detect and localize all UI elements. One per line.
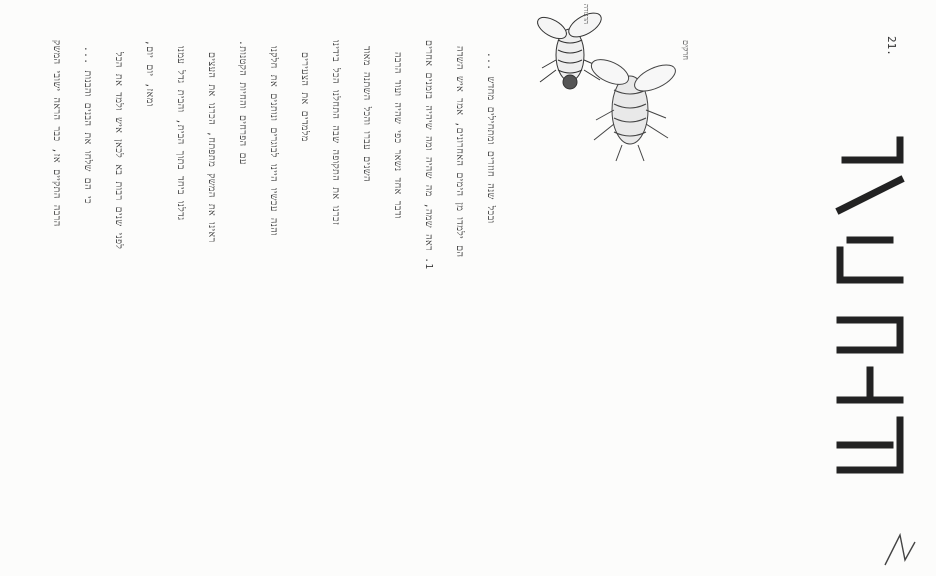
text-line: והנה עכשיו היינו לבוגרים ונותנים את חלקנו [268, 46, 279, 236]
text-line: מלמדים את הצעירים [299, 52, 310, 142]
title-block [820, 120, 920, 500]
text-line: הם ילמדו מן הימים האחרונים, אמר איש השדה [454, 46, 465, 258]
text-line: זכרנו את התקופה שבה התחלנו הכל בידינו [330, 40, 341, 226]
bee-note: חרקים [681, 40, 690, 61]
text-line: הרבה התקיים אז, כבר הראה ישובי המשק [51, 40, 62, 227]
text-line: כי הם שלחו את הבנים והבנות ... [82, 46, 93, 205]
text-line: ודבר אחד נשאר כפי שהיה ועוד הרבה [392, 52, 403, 219]
text-line: ובכל שנה חוזרים ומתחילים מחדש ... [485, 52, 496, 224]
text-line: השנים עברו והכל השתנה מאוד [361, 46, 372, 182]
signature-mark [880, 530, 920, 570]
text-line: 1. ראה שמה, מה שהיה ומה שיהיה בזמנים אחרים [423, 40, 434, 270]
text-line: גדלנו ביחד בתוך הבית, והבית גדל עמנו [175, 46, 186, 221]
text-line: ראינו את המשק מתפתח, הכרנו את העצים [206, 52, 217, 243]
bee-caption: הדבורה [582, 4, 590, 25]
page-number: 21. [885, 36, 898, 56]
title-lettering [820, 120, 920, 500]
bees-illustration [530, 0, 710, 170]
text-line: עם הפרחים והחיות הקטנות. [237, 40, 248, 165]
text-line: ומאז, יום יום, [144, 40, 155, 107]
text-line: לפני שנים רבות בא לכאן איש ולמד את הכל [113, 52, 124, 250]
